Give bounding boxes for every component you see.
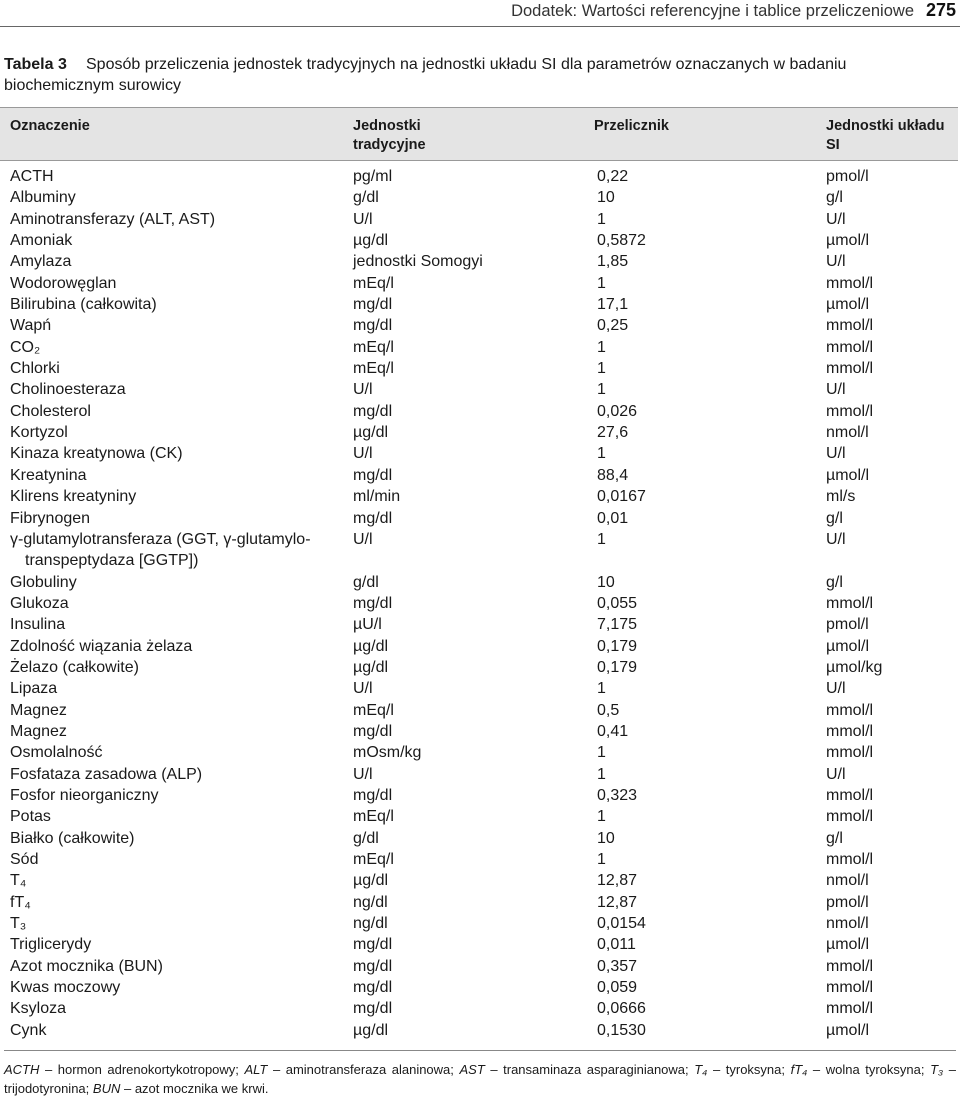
footnote-abbreviation: ACTH	[4, 1062, 40, 1077]
cell-traditional-unit: g/dl	[353, 573, 379, 591]
cell-conversion-factor: 0,026	[597, 402, 638, 420]
table-row	[0, 251, 960, 272]
cell-name	[10, 294, 157, 315]
cell-si-unit: mmol/l	[826, 979, 874, 997]
cell-si-unit: U/l	[826, 765, 846, 783]
cell-conversion-factor: 1	[597, 530, 606, 548]
cell-conversion-factor: 1	[597, 765, 606, 783]
cell-traditional-unit: U/l	[353, 445, 373, 463]
table-row	[0, 657, 960, 678]
cell-name	[10, 1020, 46, 1041]
table-row	[0, 358, 960, 379]
column-header-traditional-line1: Jednostki	[353, 118, 421, 134]
cell-si-unit: mmol/l	[826, 701, 874, 719]
cell-conversion-factor: 0,5	[597, 701, 620, 719]
cell-traditional-unit: µg/dl	[353, 872, 389, 890]
cell-traditional-unit: mg/dl	[353, 1000, 393, 1018]
cell-si-unit: g/l	[826, 829, 843, 847]
table-row	[0, 593, 960, 614]
table-row	[0, 337, 960, 358]
footnote-definition: aminotransferaza alaninowa;	[285, 1062, 454, 1077]
cell-name-text: Osmolalność	[10, 744, 103, 762]
cell-traditional-unit: mOsm/kg	[353, 744, 422, 762]
cell-name-text: Aminotransferazy (ALT, AST)	[10, 210, 216, 228]
cell-si-unit: U/l	[826, 210, 846, 228]
table-row	[0, 700, 960, 721]
cell-name-text: Cynk	[10, 1021, 47, 1039]
cell-si-unit: µmol/kg	[826, 658, 883, 676]
cell-name	[10, 572, 77, 593]
cell-traditional-unit: ml/min	[353, 488, 401, 506]
cell-name	[10, 934, 91, 955]
cell-conversion-factor: 1	[597, 274, 606, 292]
table-row	[0, 913, 960, 934]
table-row	[0, 465, 960, 486]
table-row	[0, 806, 960, 827]
cell-name	[10, 230, 72, 251]
cell-name	[10, 209, 215, 230]
running-header	[0, 0, 960, 27]
cell-name	[10, 166, 54, 187]
cell-si-unit: nmol/l	[826, 872, 869, 890]
cell-conversion-factor: 1	[597, 445, 606, 463]
cell-si-unit: g/l	[826, 573, 843, 591]
cell-name	[10, 870, 26, 891]
cell-name-text: Globuliny	[10, 573, 77, 591]
cell-name-text: T₄	[10, 872, 27, 890]
cell-name	[10, 764, 202, 785]
cell-name-text: Magnez	[10, 722, 67, 740]
cell-conversion-factor: 0,059	[597, 979, 638, 997]
cell-name-text: Triglicerydy	[10, 936, 92, 954]
cell-conversion-factor: 12,87	[597, 893, 638, 911]
cell-si-unit: mmol/l	[826, 851, 874, 868]
cell-traditional-unit: mEq/l	[353, 360, 394, 378]
column-header-factor: Przelicznik	[594, 118, 669, 134]
footnote-definition: trijodotyronina;	[4, 1081, 90, 1096]
cell-traditional-unit: mEq/l	[353, 808, 394, 826]
table-row	[0, 230, 960, 251]
cell-conversion-factor: 88,4	[597, 466, 629, 484]
cell-name	[10, 273, 116, 294]
cell-si-unit: mmol/l	[826, 594, 874, 612]
cell-name-text: Białko (całkowite)	[10, 829, 135, 847]
cell-conversion-factor: 1	[597, 744, 606, 762]
cell-si-unit: g/l	[826, 189, 843, 207]
footnote-abbreviation: AST	[459, 1062, 485, 1077]
cell-name	[10, 636, 192, 657]
cell-si-unit: pmol/l	[826, 616, 869, 634]
cell-si-unit: mmol/l	[826, 360, 874, 378]
cell-traditional-unit: µg/dl	[353, 424, 389, 442]
cell-conversion-factor: 0,5872	[597, 232, 646, 250]
cell-si-unit: mmol/l	[826, 274, 874, 292]
cell-conversion-factor: 12,87	[597, 872, 638, 890]
cell-si-unit: nmol/l	[826, 915, 869, 933]
table-row	[0, 443, 960, 464]
table-row	[0, 742, 960, 763]
table-row	[0, 1020, 960, 1041]
cell-traditional-unit: mEq/l	[353, 274, 394, 292]
cell-name-text: Chlorki	[10, 360, 60, 378]
cell-conversion-factor: 0,011	[597, 936, 636, 954]
cell-traditional-unit: jednostki Somogyi	[353, 253, 483, 271]
cell-conversion-factor: 0,01	[597, 509, 629, 527]
cell-conversion-factor: 10	[597, 189, 615, 207]
footnote-abbreviation: fT₄	[790, 1062, 808, 1077]
table-row	[0, 315, 960, 336]
table-row	[0, 486, 960, 507]
cell-name-continuation: transpeptydaza [GGTP])	[25, 551, 199, 569]
cell-name	[10, 337, 40, 358]
cell-name-text: Albuminy	[10, 189, 76, 207]
cell-traditional-unit: g/dl	[353, 189, 379, 207]
cell-name-text: Fosfor nieorganiczny	[10, 786, 159, 804]
table-label: Tabela 3	[4, 56, 67, 73]
footnote-definition: azot mocznika we krwi.	[134, 1081, 269, 1096]
cell-si-unit: µmol/l	[826, 1021, 869, 1039]
cell-conversion-factor: 1	[597, 851, 606, 868]
cell-traditional-unit: U/l	[353, 765, 373, 783]
cell-name	[10, 785, 159, 806]
cell-traditional-unit: U/l	[353, 680, 373, 698]
cell-traditional-unit: mg/dl	[353, 317, 393, 335]
footnote-abbreviation: T₄	[694, 1062, 708, 1077]
table-row	[0, 977, 960, 998]
cell-name	[10, 358, 60, 379]
cell-traditional-unit: mg/dl	[353, 979, 393, 997]
cell-si-unit: µmol/l	[826, 232, 869, 250]
cell-conversion-factor: 0,25	[597, 317, 629, 335]
cell-name	[10, 956, 163, 977]
cell-name-text: Wapń	[10, 317, 52, 335]
cell-si-unit: ml/s	[826, 488, 856, 506]
cell-name-text: Klirens kreatyniny	[10, 488, 137, 506]
cell-si-unit: mmol/l	[826, 744, 874, 762]
cell-conversion-factor: 0,179	[597, 658, 638, 676]
cell-traditional-unit: µU/l	[353, 616, 382, 634]
cell-traditional-unit: pg/ml	[353, 168, 393, 185]
table-row	[0, 678, 960, 699]
cell-name-text: fT₄	[10, 893, 31, 911]
table-row	[0, 209, 960, 230]
cell-name-text: Azot mocznika (BUN)	[10, 957, 163, 975]
cell-conversion-factor: 0,323	[597, 786, 638, 804]
cell-traditional-unit: mg/dl	[353, 509, 393, 527]
cell-conversion-factor: 0,0666	[597, 1000, 646, 1018]
cell-name	[10, 657, 139, 678]
cell-traditional-unit: U/l	[353, 210, 373, 228]
cell-name-text: Lipaza	[10, 680, 58, 698]
cell-traditional-unit: g/dl	[353, 829, 379, 847]
cell-si-unit: U/l	[826, 445, 846, 463]
cell-si-unit: µmol/l	[826, 296, 869, 314]
cell-name	[10, 892, 31, 913]
table-row	[0, 508, 960, 529]
column-header-traditional	[353, 117, 426, 155]
cell-si-unit: mmol/l	[826, 722, 874, 740]
cell-name	[10, 998, 66, 1019]
table-row	[0, 187, 960, 208]
table-caption	[4, 54, 954, 96]
cell-traditional-unit: µg/dl	[353, 232, 389, 250]
cell-name	[10, 529, 311, 571]
footnote-definition: transaminaza asparaginianowa;	[503, 1062, 689, 1077]
cell-name	[10, 742, 102, 763]
cell-name-text: Potas	[10, 808, 51, 826]
cell-conversion-factor: 1	[597, 338, 606, 356]
table-row	[0, 166, 960, 187]
cell-name-text: Żelazo (całkowite)	[10, 658, 139, 676]
cell-traditional-unit: mg/dl	[353, 722, 393, 740]
column-header-traditional-line2: tradycyjne	[353, 137, 426, 153]
cell-traditional-unit: µg/dl	[353, 637, 389, 655]
cell-traditional-unit: mg/dl	[353, 786, 393, 804]
table-row	[0, 721, 960, 742]
cell-name-text: Amoniak	[10, 232, 73, 250]
table-row	[0, 614, 960, 635]
table-row	[0, 294, 960, 315]
cell-name-text: Insulina	[10, 616, 66, 634]
cell-name	[10, 379, 126, 400]
cell-conversion-factor: 7,175	[597, 616, 638, 634]
cell-name-text: Fosfataza zasadowa (ALP)	[10, 765, 203, 783]
table-row	[0, 849, 960, 870]
cell-conversion-factor: 1	[597, 808, 606, 826]
cell-traditional-unit: ng/dl	[353, 893, 388, 911]
table-title: Sposób przeliczenia jednostek tradycyjnych na jednostki układu SI dla parametrów oznaczanych w badaniu biochemicznym surowicy	[4, 56, 847, 94]
cell-name-text: T₃	[10, 915, 27, 933]
table-row	[0, 379, 960, 400]
table-header	[0, 107, 958, 161]
cell-conversion-factor: 0,055	[597, 594, 638, 612]
cell-si-unit: pmol/l	[826, 893, 869, 911]
cell-name	[10, 678, 57, 699]
table-row	[0, 828, 960, 849]
cell-name-text: Bilirubina (całkowita)	[10, 296, 157, 314]
table-row	[0, 764, 960, 785]
cell-name-text: CO₂	[10, 338, 41, 356]
cell-name	[10, 977, 120, 998]
table-row	[0, 401, 960, 422]
cell-traditional-unit: mg/dl	[353, 402, 393, 420]
cell-name	[10, 806, 51, 827]
cell-traditional-unit: mg/dl	[353, 296, 393, 314]
cell-name-text: γ-glutamylotransferaza (GGT, γ-glutamylo-	[10, 530, 311, 548]
footnote-abbreviation: ALT	[244, 1062, 268, 1077]
cell-si-unit: mmol/l	[826, 1000, 874, 1018]
cell-si-unit: mmol/l	[826, 808, 874, 826]
cell-si-unit: µmol/l	[826, 637, 869, 655]
cell-name	[10, 422, 68, 443]
cell-conversion-factor: 1	[597, 360, 606, 378]
running-title: Dodatek: Wartości referencyjne i tablice przeliczeniowe	[511, 2, 914, 20]
cell-conversion-factor: 17,1	[597, 296, 629, 314]
cell-conversion-factor: 1,85	[597, 253, 629, 271]
cell-name	[10, 465, 87, 486]
cell-name	[10, 614, 65, 635]
table-row	[0, 422, 960, 443]
table-body	[0, 166, 960, 1041]
page-number: 275	[925, 0, 956, 20]
cell-name-text: Kortyzol	[10, 424, 68, 442]
cell-name	[10, 315, 51, 336]
cell-name-text: Fibrynogen	[10, 509, 91, 527]
cell-si-unit: mmol/l	[826, 786, 874, 804]
footnote-definition: tyroksyna;	[725, 1062, 785, 1077]
cell-name-text: Cholinoesteraza	[10, 381, 126, 399]
table-row	[0, 273, 960, 294]
table-row	[0, 998, 960, 1019]
table-row	[0, 870, 960, 891]
cell-traditional-unit: mEq/l	[353, 851, 394, 868]
cell-name	[10, 913, 26, 934]
cell-name-text: Kreatynina	[10, 466, 87, 484]
table-row	[0, 892, 960, 913]
cell-name-text: Kinaza kreatynowa (CK)	[10, 445, 183, 463]
cell-name	[10, 401, 91, 422]
cell-conversion-factor: 0,179	[597, 637, 638, 655]
cell-name	[10, 251, 71, 272]
cell-conversion-factor: 1	[597, 381, 606, 399]
cell-conversion-factor: 1	[597, 210, 606, 228]
column-header-si: Jednostki układu SI	[826, 118, 945, 153]
footnote-definition: wolna tyroksyna;	[825, 1062, 925, 1077]
cell-conversion-factor: 0,0154	[597, 915, 646, 933]
cell-traditional-unit: mg/dl	[353, 936, 393, 954]
cell-name-text: Magnez	[10, 701, 67, 719]
cell-name	[10, 508, 90, 529]
cell-name	[10, 828, 134, 849]
cell-si-unit: U/l	[826, 530, 846, 548]
footnote-abbreviation: BUN	[92, 1081, 121, 1096]
cell-name-text: Sód	[10, 851, 39, 868]
cell-conversion-factor: 0,357	[597, 957, 638, 975]
table-row	[0, 572, 960, 593]
cell-conversion-factor: 10	[597, 829, 615, 847]
cell-name-text: Kwas moczowy	[10, 979, 121, 997]
cell-name	[10, 700, 67, 721]
table-row	[0, 956, 960, 977]
cell-traditional-unit: mEq/l	[353, 701, 394, 719]
cell-si-unit: mmol/l	[826, 957, 874, 975]
cell-traditional-unit: µg/dl	[353, 1021, 389, 1039]
table-row	[0, 785, 960, 806]
cell-traditional-unit: mEq/l	[353, 338, 394, 356]
table-row	[0, 934, 960, 955]
cell-traditional-unit: mg/dl	[353, 594, 393, 612]
cell-name	[10, 486, 136, 507]
cell-name-text: Ksyloza	[10, 1000, 67, 1018]
cell-conversion-factor: 27,6	[597, 424, 629, 442]
cell-name-text: Wodorowęglan	[10, 274, 117, 292]
cell-name-text: ACTH	[10, 168, 54, 185]
cell-traditional-unit: mg/dl	[353, 957, 393, 975]
cell-name-text: Cholesterol	[10, 402, 91, 420]
cell-si-unit: mmol/l	[826, 317, 874, 335]
footnote: ACTH – hormon adrenokortykotropowy; ALT – aminotransferaza alaninowa; AST – transaminaza asparaginianowa; T₄ – tyroksyna; fT₄ – wolna tyroksyna; T₃ – trijodotyronina; BUN – azot mocznika we krwi.	[4, 1050, 956, 1098]
column-header-name: Oznaczenie	[10, 118, 90, 134]
cell-name	[10, 593, 69, 614]
cell-si-unit: U/l	[826, 381, 846, 399]
table-row	[0, 529, 960, 572]
cell-traditional-unit: U/l	[353, 530, 373, 548]
cell-conversion-factor: 0,1530	[597, 1021, 646, 1039]
table-row	[0, 636, 960, 657]
cell-conversion-factor: 0,0167	[597, 488, 646, 506]
cell-si-unit: U/l	[826, 253, 846, 271]
cell-name-text: Zdolność wiązania żelaza	[10, 637, 193, 655]
cell-si-unit: pmol/l	[826, 168, 869, 185]
footnote-abbreviation: T₃	[930, 1062, 944, 1077]
cell-si-unit: mmol/l	[826, 338, 874, 356]
footnote-definition: hormon adrenokortykotropowy;	[57, 1062, 239, 1077]
cell-conversion-factor: 0,41	[597, 722, 629, 740]
cell-traditional-unit: mg/dl	[353, 466, 393, 484]
cell-traditional-unit: ng/dl	[353, 915, 388, 933]
cell-name	[10, 849, 38, 870]
cell-si-unit: mmol/l	[826, 402, 874, 420]
cell-name-text: Glukoza	[10, 594, 69, 612]
cell-name-text: Amylaza	[10, 253, 72, 271]
cell-name	[10, 187, 76, 208]
cell-si-unit: nmol/l	[826, 424, 869, 442]
cell-si-unit: µmol/l	[826, 466, 869, 484]
cell-traditional-unit: U/l	[353, 381, 373, 399]
cell-traditional-unit: µg/dl	[353, 658, 389, 676]
cell-si-unit: g/l	[826, 509, 843, 527]
cell-name	[10, 443, 183, 464]
cell-conversion-factor: 10	[597, 573, 615, 591]
cell-conversion-factor: 1	[597, 680, 606, 698]
cell-si-unit: µmol/l	[826, 936, 869, 954]
cell-name	[10, 721, 67, 742]
cell-si-unit: U/l	[826, 680, 846, 698]
cell-conversion-factor: 0,22	[597, 168, 629, 185]
